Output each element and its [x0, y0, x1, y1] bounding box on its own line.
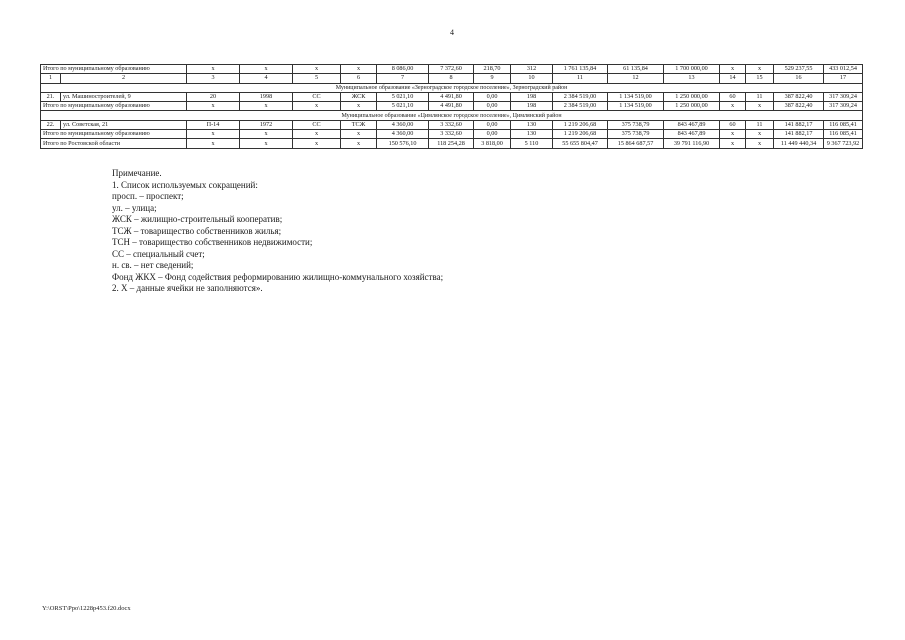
note-line: Фонд ЖКХ – Фонд содействия реформированию жилищно-коммунального хозяйства; [112, 271, 444, 282]
table-cell: П-14 [187, 120, 240, 129]
column-number: 2 [61, 74, 187, 83]
table-cell: ЖСК [341, 92, 377, 101]
total-cell: 312 [511, 65, 553, 74]
total-row [41, 130, 863, 139]
total-cell: х [293, 65, 341, 74]
total-cell: 1 700 000,00 [664, 65, 720, 74]
total-cell: х [240, 130, 293, 139]
total-cell: 8 086,00 [377, 65, 429, 74]
total-cell: х [293, 139, 341, 148]
total-cell: 15 864 687,57 [608, 139, 664, 148]
column-number: 1 [41, 74, 61, 83]
note-line: ул. – улица; [112, 202, 157, 213]
total-cell: 9 367 723,92 [824, 139, 863, 148]
column-number: 8 [429, 74, 474, 83]
table-cell: 11 [746, 92, 774, 101]
note-line: ТСН – товарищество собственников недвижимости; [112, 237, 313, 247]
total-cell: х [720, 139, 746, 148]
column-number: 7 [377, 74, 429, 83]
column-number: 6 [341, 74, 377, 83]
total-cell: 5 021,10 [377, 102, 429, 111]
total-cell: х [240, 102, 293, 111]
total-cell: 55 655 804,47 [553, 139, 608, 148]
table-cell: 2 384 519,00 [553, 92, 608, 101]
total-cell: 4 491,80 [429, 102, 474, 111]
total-cell: х [746, 65, 774, 74]
total-row [41, 65, 863, 74]
notes-heading: Примечание. [112, 168, 162, 178]
total-cell: х [240, 139, 293, 148]
total-cell: х [187, 102, 240, 111]
column-number: 3 [187, 74, 240, 83]
total-label: Итого по муниципальному образованию [41, 102, 187, 111]
total-cell: х [720, 102, 746, 111]
total-row [41, 102, 863, 111]
table-cell: 4 360,00 [377, 120, 429, 129]
table-cell: 317 309,24 [824, 92, 863, 101]
total-cell: х [293, 102, 341, 111]
table-cell: 3 332,60 [429, 120, 474, 129]
column-number: 9 [474, 74, 511, 83]
total-cell: 0,00 [474, 130, 511, 139]
column-number-row [41, 74, 863, 83]
total-cell: 11 449 440,34 [774, 139, 824, 148]
total-cell: 1 219 206,68 [553, 130, 608, 139]
total-label: Итого по муниципальному образованию [41, 65, 187, 74]
total-cell: 1 761 135,84 [553, 65, 608, 74]
table-cell: 843 467,89 [664, 120, 720, 129]
total-row [41, 139, 863, 148]
table-cell: ул. Машиностроителей, 9 [61, 92, 187, 101]
table-cell: 20 [187, 92, 240, 101]
column-number: 4 [240, 74, 293, 83]
total-cell: х [341, 65, 377, 74]
section-title: Муниципальное образование «Цимлянское городское поселение», Цимлянский район [41, 111, 863, 120]
table-row [41, 92, 863, 101]
total-cell: 116 085,41 [824, 130, 863, 139]
total-cell: х [341, 102, 377, 111]
column-number: 13 [664, 74, 720, 83]
total-cell: х [240, 65, 293, 74]
register-table [40, 64, 863, 149]
total-cell: х [187, 139, 240, 148]
table-cell: 22. [41, 120, 61, 129]
column-number: 14 [720, 74, 746, 83]
total-cell: 61 135,84 [608, 65, 664, 74]
total-cell: 141 882,17 [774, 130, 824, 139]
table-cell: 130 [511, 120, 553, 129]
table-cell: 5 021,10 [377, 92, 429, 101]
total-cell: 3 818,00 [474, 139, 511, 148]
total-cell: х [746, 102, 774, 111]
table-cell: 0,00 [474, 92, 511, 101]
total-cell: х [720, 130, 746, 139]
column-number: 15 [746, 74, 774, 83]
section-title: Муниципальное образование «Зерноградское городское поселение», Зерноградский район [41, 83, 863, 92]
total-cell: 150 576,10 [377, 139, 429, 148]
table-cell: ТСЖ [341, 120, 377, 129]
table-cell: 141 882,17 [774, 120, 824, 129]
total-cell: 2 384 519,00 [553, 102, 608, 111]
note-line: СС – специальный счет; [112, 248, 205, 259]
table-cell: 1 134 519,00 [608, 92, 664, 101]
note-line: просп. – проспект; [112, 191, 184, 201]
note-line: ТСЖ – товарищество собственников жилья; [112, 225, 282, 236]
table-cell: 21. [41, 92, 61, 101]
table-cell: 0,00 [474, 120, 511, 129]
total-cell: х [341, 139, 377, 148]
total-cell: х [746, 139, 774, 148]
total-cell: 317 309,24 [824, 102, 863, 111]
total-cell: 218,70 [474, 65, 511, 74]
column-number: 17 [824, 74, 863, 83]
total-cell: х [341, 130, 377, 139]
total-cell: 130 [511, 130, 553, 139]
note-line: н. св. – нет сведений; [112, 260, 194, 270]
total-cell: х [293, 130, 341, 139]
total-cell: 529 237,55 [774, 65, 824, 74]
table-cell: 60 [720, 92, 746, 101]
table-cell: 198 [511, 92, 553, 101]
table-cell: 11 [746, 120, 774, 129]
table-cell: 1 219 206,68 [553, 120, 608, 129]
table-cell: 1 250 000,00 [664, 92, 720, 101]
total-cell: 843 467,89 [664, 130, 720, 139]
total-label: Итого по муниципальному образованию [41, 130, 187, 139]
total-cell: 1 134 519,00 [608, 102, 664, 111]
table-cell: СС [293, 92, 341, 101]
total-cell: 118 254,28 [429, 139, 474, 148]
column-number: 10 [511, 74, 553, 83]
total-cell: 7 372,60 [429, 65, 474, 74]
table-cell: 387 822,40 [774, 92, 824, 101]
total-cell: х [746, 130, 774, 139]
note-line: 2. Х – данные ячейки не заполняются». [112, 283, 263, 293]
total-cell: х [187, 130, 240, 139]
section-row [41, 83, 863, 92]
table-cell: 4 491,80 [429, 92, 474, 101]
column-number: 5 [293, 74, 341, 83]
total-cell: 4 360,00 [377, 130, 429, 139]
table-cell: 1998 [240, 92, 293, 101]
total-label: Итого по Ростовской области [41, 139, 187, 148]
table-cell: 116 085,41 [824, 120, 863, 129]
total-cell: 39 791 116,90 [664, 139, 720, 148]
file-path-footer: Y:\ORST\Ppo\1228p453.f20.docx [42, 605, 131, 612]
table-row [41, 120, 863, 129]
section-row [41, 111, 863, 120]
total-cell: 198 [511, 102, 553, 111]
total-cell: 5 110 [511, 139, 553, 148]
table-cell: ул. Советская, 21 [61, 120, 187, 129]
table-cell: СС [293, 120, 341, 129]
total-cell: 3 332,60 [429, 130, 474, 139]
total-cell: 433 012,54 [824, 65, 863, 74]
table-cell: 60 [720, 120, 746, 129]
table-cell: 1972 [240, 120, 293, 129]
column-number: 16 [774, 74, 824, 83]
total-cell: х [720, 65, 746, 74]
column-number: 11 [553, 74, 608, 83]
column-number: 12 [608, 74, 664, 83]
notes-block [112, 168, 443, 295]
page-number: 4 [450, 28, 454, 37]
total-cell: 387 822,40 [774, 102, 824, 111]
total-cell: 1 250 000,00 [664, 102, 720, 111]
total-cell: х [187, 65, 240, 74]
note-line: ЖСК – жилищно-строительный кооператив; [112, 214, 283, 224]
total-cell: 0,00 [474, 102, 511, 111]
table-cell: 375 738,79 [608, 120, 664, 129]
note-line: 1. Список используемых сокращений: [112, 179, 258, 190]
total-cell: 375 738,79 [608, 130, 664, 139]
